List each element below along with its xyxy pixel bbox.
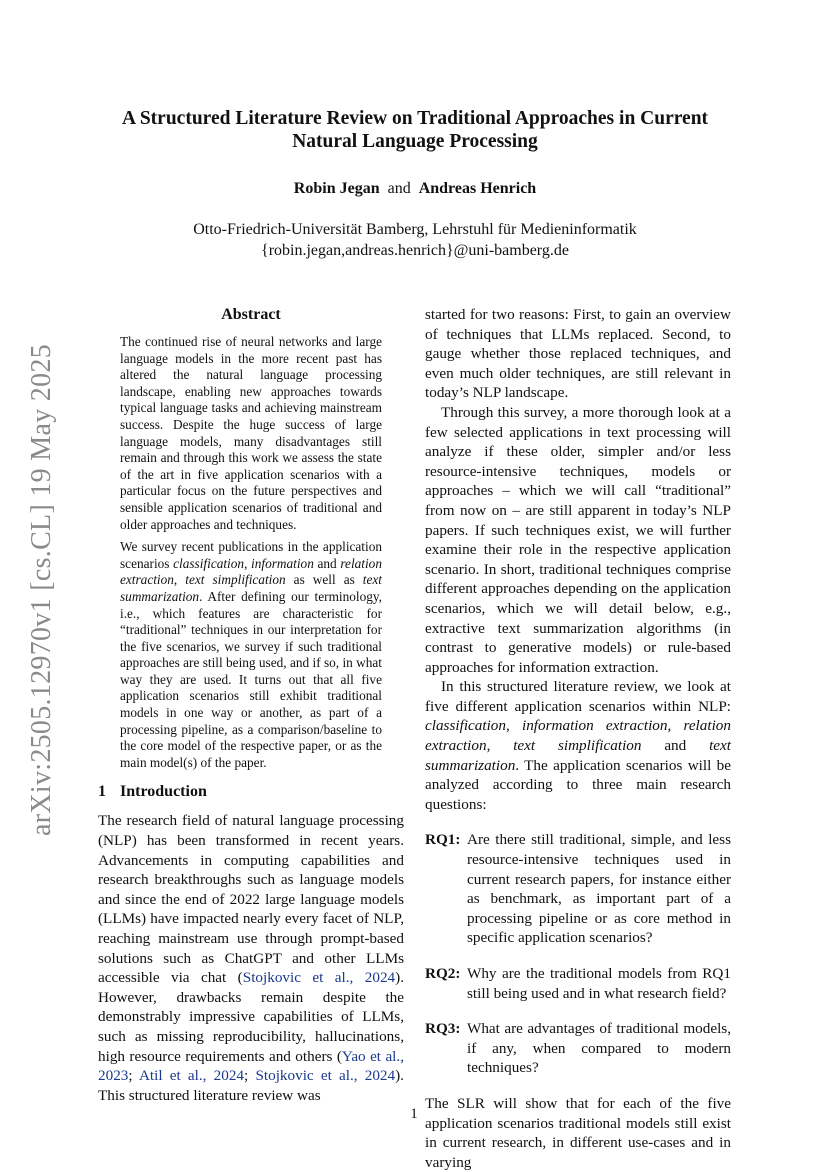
abstract-body [98, 334, 404, 771]
page-number: 1 [410, 1106, 418, 1122]
right-column [425, 305, 731, 1172]
research-question [425, 830, 731, 948]
citation-link[interactable]: Stojkovic et al., 2024 [242, 969, 396, 987]
section-number: 1 [98, 783, 106, 801]
right-paragraph-1: started for two reasons: First, to gain an overview of techniques that LLMs replaced. Second, to gauge whether those replaced techniques, and even much older techniques, are still relevant in today’s NLP landscape. [425, 306, 731, 402]
right-paragraph-4: The SLR will show that for each of the five application scenarios traditional models still exist in current research, in different use-cases and in varying [425, 1094, 731, 1171]
research-question [425, 964, 731, 1003]
right-paragraph-3: In this structured literature review, we look at five different application scenarios within NLP: classification, information extraction, relation extraction, text simplification and text summarization. The application scenarios will be analyzed according to three main research questions: [425, 678, 731, 813]
rq-text: What are advantages of traditional models, if any, when compared to modern techniques? [467, 1020, 731, 1077]
section-heading-introduction [98, 783, 404, 801]
rq-label: RQ2: [425, 965, 461, 982]
email: {robin.jegan,andreas.henrich}@uni-bamberg.de [261, 242, 569, 259]
research-question [425, 1019, 731, 1078]
rq-label: RQ3: [425, 1020, 461, 1038]
intro-body [98, 811, 404, 1105]
citation-link[interactable]: Atil et al., 2024 [138, 1067, 245, 1085]
abstract-heading: Abstract [221, 306, 281, 323]
arxiv-stamp-text: arXiv:2505.12970v1 [cs.CL] 19 May 2025 [26, 343, 58, 837]
author-1: Robin Jegan [293, 180, 380, 197]
rq-text: Are there still traditional, simple, and less resource-intensive techniques used in current research papers, for instance either as benchmark, as important part of a processing pipeline or as core method in specific application scenarios? [467, 831, 731, 947]
arxiv-stamp [22, 340, 62, 840]
paper-title [90, 107, 740, 153]
right-body [425, 305, 731, 814]
rq-label: RQ1: [425, 831, 461, 849]
title-line-2: Natural Language Processing [292, 131, 538, 152]
intro-paragraph-1: The research field of natural language processing (NLP) has been transformed in recent years. Advancements in computing capabilities and research breakthroughs such as language models and since the end of 2022 large language models (LLMs) have impacted nearly every facet of NLP, reaching mainstream use through prompt-based solutions such as ChatGPT and other LLMs accessible via chat (Stojkovic et al., 2024). However, drawbacks remain despite the demonstrably impressive capabilities of LLMs, such as missing reproducibility, hallucinations, high resource requirements and others (Yao et al., 2023; Atil et al., 2024; Stojkovic et al., 2024). This structured literature review was [98, 812, 404, 1104]
abstract-paragraph-1: The continued rise of neural networks and large language models in the more recent past has altered the natural language processing landscape, enabling new approaches towards typical language tasks and achieving mainstream success. Despite the huge success of large language models, many disadvantages still remain and through this work we assess the state of the art in five application scenarios with a particular focus on the future perspectives and sensible application scenarios of traditional and older approaches and techniques. [120, 334, 382, 532]
right-paragraph-2: Through this survey, a more thorough look at a few selected applications in text processing will analyze if these older, simpler and/or less resource-intensive techniques, models or approaches – which we will call “traditional” from now on – are still apparent in today’s NLP papers. If such techniques exist, we will further examine their role in the respective application scenario. In short, traditional techniques comprise different approaches depending on the application scenarios, which we will detail below, e.g., extractive text summarization algorithms (in contrast to generative models) or rule-based approaches for information extraction. [425, 403, 731, 676]
left-column [98, 306, 404, 1105]
rq-text: Why are the traditional models from RQ1 still being used and in what research field? [467, 965, 731, 1002]
authors [90, 180, 740, 198]
author-2: Andreas Henrich [418, 180, 537, 197]
section-title: Introduction [120, 783, 207, 801]
abstract-paragraph-2: We survey recent publications in the application scenarios classification, information and relation extraction, text simplification as well as text summarization. After defining our terminology, i.e., which features are characteristic for “traditional” techniques in our interpretation for the five scenarios, we survey if such traditional approaches are still being used, and if so, in what way they are used. It turns out that all five application scenarios still exhibit traditional models in one way or another, as part of a processing pipeline, as a comparison/baseline to the core model of the respective paper, or as the main model(s) of the paper. [120, 539, 382, 770]
citation-link[interactable]: Stojkovic et al., 2024 [255, 1067, 396, 1085]
title-line-1: A Structured Literature Review on Traditional Approaches in Current [121, 108, 709, 129]
affiliation-block [90, 219, 740, 261]
affiliation: Otto-Friedrich-Universität Bamberg, Lehrstuhl für Medieninformatik [193, 221, 637, 238]
citation-link[interactable]: Yao et al., 2023 [98, 1047, 404, 1085]
author-separator: and [387, 180, 411, 197]
